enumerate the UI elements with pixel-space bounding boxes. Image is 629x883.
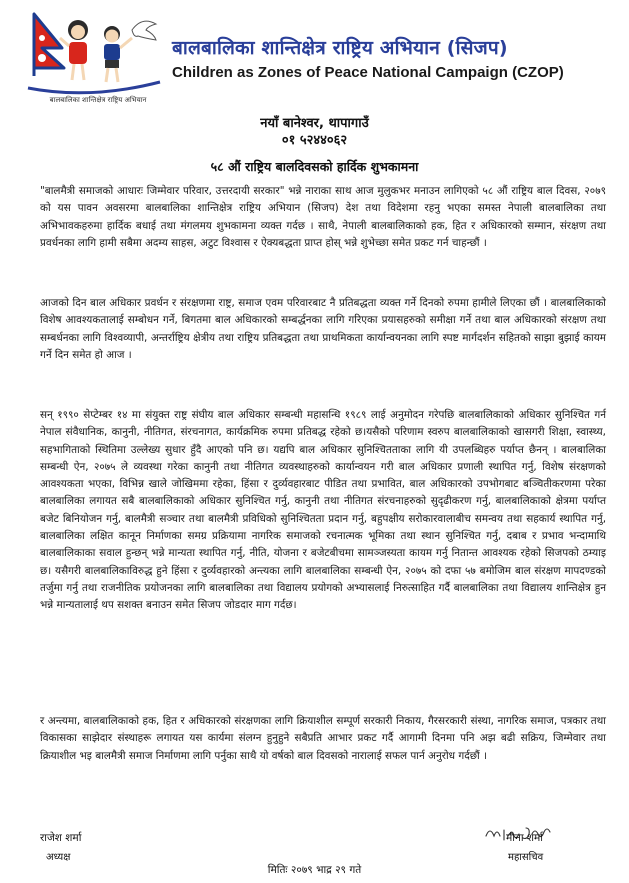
date-line: मितिः २०७९ भाद्र २९ गते [267, 864, 362, 876]
org-name-nepali: बालबालिका शान्तिक्षेत्र राष्ट्रिय अभियान (सिजप) [172, 37, 508, 59]
nepal-flag-icon [34, 14, 64, 76]
address-line: नयाँ बानेश्वर, थापागाउँ [260, 116, 369, 131]
czop-logo [20, 8, 170, 108]
president-name: राजेश शर्मा [40, 832, 82, 844]
phone-number: ०१ ५२४४०६२ [281, 133, 348, 148]
letter-title: ५८ औं राष्ट्रिय बालदिवसको हार्दिक शुभकामना [210, 159, 419, 174]
president-title: अध्यक्ष [46, 852, 71, 863]
girl-figure-icon [60, 20, 88, 80]
paragraph-4: र अन्त्यमा, बालबालिकाको हक, हित र अधिकारको संरक्षणका लागि क्रियाशील सम्पूर्ण सरकारी निकाय, गैरसरकारी संस्था, नागरिक समाज, पत्रकार तथा विकासका साझेदार संस्थाहरू लगायत यस कार्यमा संलग्न हुनुहुने सबैप्रति आभार प्रकट गर्दै आगामी दिनमा पनि अझ बढी सक्रिय, जिम्मेवार तथा क्रियाशील भइ बालमैत्री समाज निर्माणमा लागि पर्नुका साथै यो वर्षको बाल दिवसको नारालाई सफल पार्न अनुरोध गर्दछौं । [40, 715, 606, 762]
paragraph-3: सन् १९९० सेप्टेम्बर १४ मा संयुक्त राष्ट्र संघीय बाल अधिकार सम्बन्धी महासन्धि १९८९ लाई अनुमोदन गरेपछि बालबालिकाको अधिकार सुनिश्चित गर्न नेपाल संवैधानिक, कानुनी, नीतिगत, संरचनागत, कार्यक्रमिक रुपमा प्रतिबद्ध रहेको छ।यसैको परिणाम स्वरुप बालबालिकाको खासगरी शिक्षा, स्वास्थ्य, सहभागिताको स्थितिमा उल्लेख्य सुधार हुँदै आएको पनि छ। यद्यपि बाल अधिकार सुनिश्चितताका लागि यी उपलब्धिहरु पर्याप्त छैनन् । बालबालिका सम्बन्धी ऐन, २०७५ ले व्यवस्था गरेका कानुनी तथा नीतिगत व्यवस्थाहरुको कार्यान्वयन गरी बाल अधिकार प्रणाली स्थापित गर्नु, विशेष संरक्षणको आवश्यकता भएका, विभिन्न खाले जोखिममा रहेका, हिंसा र दुर्व्यवहारबाट पीडित तथा प्रभावित, बाल अधिकारको उपभोगबाट बञ्चितीकरणमा परेका बालबालिका लगायत सबै बालबालिकाको अधिकार सुनिश्चित गर्नु, कानुनी तथा नीतिगत संरचनाहरुको सुदृढीकरण गर्नु, बालबालिकाको क्षेत्रमा पर्याप्त बजेट बिनियोजन गर्नु, बालमैत्री सञ्चार तथा बालमैत्री प्रविधिको सुनिश्चितता प्रदान गर्नु, बहुपक्षीय सरोकारवालाबीच समन्वय तथा सहकार्य स्थापित गर्नु, बालबालिका लक्षित कानून निर्माणका समग्र प्रक्रियामा नागरिक समाजको रचनात्मक भूमिका तथा स्थान सुनिश्चित गर्नु, दबाब र प्रभाव भन्दामाथि बालबालिकाका सवाल हुन्छन् भन्ने मान्यता स्थापित गर्नु, नीति, योजना र बजेटबीचमा सामञ्जस्यता कायम गर्नु नितान्त आवश्यक रहेको सिजपको ठम्याइ छ। यसैगरी बालबालिकाविरुद्ध हुने हिंसा र दुर्व्यवहारको अन्त्यका लागि बालबालिका सम्बन्धी ऐन, २०७५ को दफा ५७ बमोजिम बाल संरक्षण मापदण्डको तर्जुमा गर्नु तथा राजनीतिक प्रयोजनका लागि बालबालिका तथा विद्यालय प्रयोगको अभ्यासलाई निरुत्साहित गर्दै बालबालिका तथा विद्यालय शान्तिक्षेत्र हुन भन्ने मान्यतालाई थप सशक्त बनाउन समेत सिजप जोडदार माग गर्दछ। [40, 409, 606, 612]
paragraph-2: आजको दिन बाल अधिकार प्रवर्धन र संरक्षणमा राष्ट्र, समाज एवम परिवारबाट नै प्रतिबद्धता व्यक्त गर्ने दिनको रुपमा हामीले लिएका छौं । बालबालिकाको विशेष आवश्यकतालाई सम्बोधन गर्ने, बिगतमा बाल अधिकारको सम्बर्द्धनका लागि गरिएका प्रयासहरुको समीक्षा गर्ने तथा बाल अधिकारको संरक्षण तथा सम्बर्धनका लागि विश्वव्यापी, अन्तर्राष्ट्रिय क्षेत्रीय तथा राष्ट्रिय प्रतिबद्धता तथा प्राथमिकता कार्यान्वयनका लागि स्पष्ट मार्गदर्शन सहितको साझा बुझाई कायम गर्ने दिन समेत हो आज । [40, 297, 606, 361]
org-name-english: Children as Zones of Peace National Campaign (CZOP) [172, 64, 564, 81]
boy-figure-icon [104, 26, 132, 82]
secretary-title: महासचिव [508, 852, 544, 863]
dove-icon [132, 21, 156, 40]
paragraph-1: "बालमैत्री समाजको आधारः जिम्मेवार परिवार, उत्तरदायी सरकार" भन्ने नाराका साथ आज मुलुकभर मनाउन लागिएको ५८ औं राष्ट्रिय बाल दिवस, २०७९ को यस पावन अवसरमा बालबालिका शान्तिक्षेत्र राष्ट्रिय अभियान (सिजप) देश तथा विदेशमा रहनु भएका समस्त नेपाली बालबालिका तथा अभिभावकहरुमा हार्दिक बधाई तथा मंगलमय शुभकामना व्यक्त गर्दछ । साथै, नेपाली बालबालिकाको हक, हित र अधिकारको सम्मान, संरक्षण तथा प्रवर्धनका लागि हामी सबैमा अदम्य साहस, अटुट विश्वास र ऐक्यबद्धता प्राप्त होस् भन्ने शुभेच्छा समेत प्रकट गर्न चाहन्छौं । [40, 185, 606, 249]
secretary-name: मीना शर्मा [506, 832, 544, 844]
logo-caption: बालबालिका शान्तिक्षेत्र राष्ट्रिय अभियान [49, 96, 147, 104]
